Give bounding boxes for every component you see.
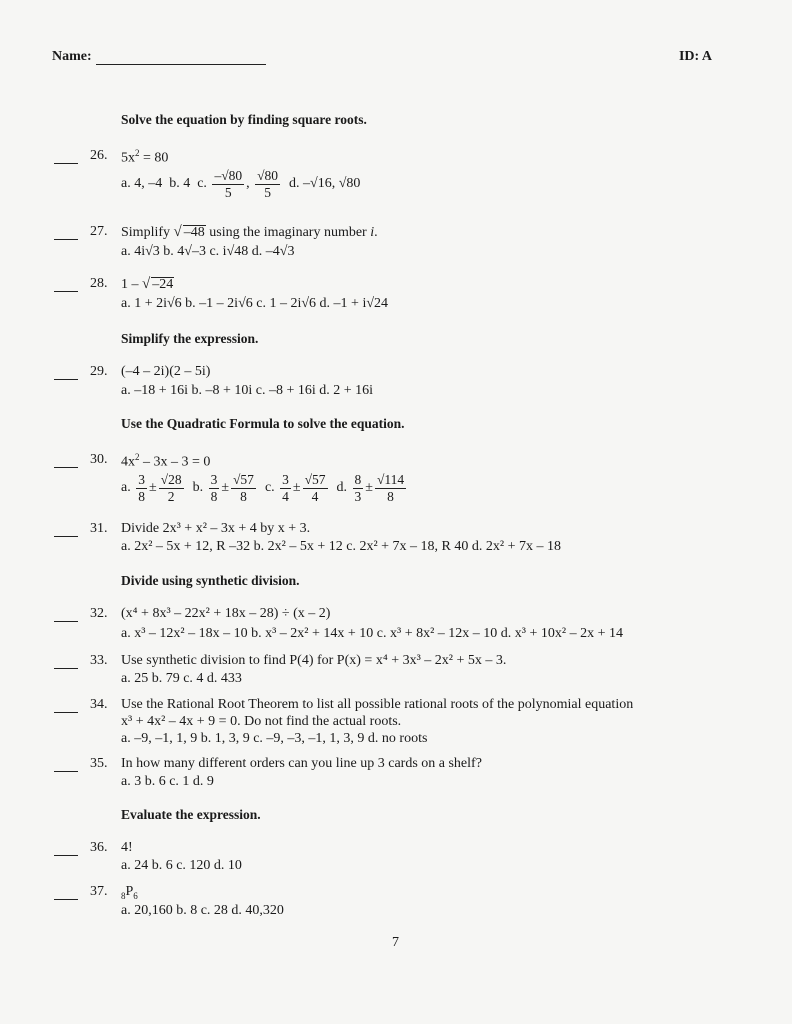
choice-c-fraction-1: $\frac{-√80}{5}$: [214, 168, 243, 200]
choice-d-frac-1: $\frac{8}{3}$: [354, 472, 362, 504]
answer-choices: a. 3 b. 6 c. 1 d. 9: [121, 774, 214, 789]
question-stem: Divide 2x³ + x² – 3x + 4 by x + 3.: [121, 521, 311, 536]
answer-choices: a. 20,160 b. 8 c. 28 d. 40,320: [121, 903, 284, 918]
answer-blank[interactable]: [54, 899, 78, 900]
choice-c-label: c.: [264, 480, 275, 496]
answer-blank[interactable]: [54, 536, 78, 537]
choice-c-frac-1: $\frac{3}{4}$: [282, 472, 289, 504]
perm-symbol: P: [125, 884, 134, 899]
answer-blank[interactable]: [54, 379, 78, 380]
question-stem: Use synthetic division to find P(4) for P(x) = x⁴ + 3x³ – 2x² + 5x – 3.: [121, 653, 507, 668]
answer-blank[interactable]: [54, 163, 78, 164]
name-blank-line[interactable]: [96, 64, 266, 65]
answer-blank[interactable]: [54, 712, 78, 713]
choice-c-frac-2: $\frac{√57}{4}$: [304, 472, 326, 504]
answer-blank[interactable]: [54, 855, 78, 856]
answer-choices: a. –9, –1, 1, 9 b. 1, 3, 9 c. –9, –3, –1, 1, 3, 9 d. no roots: [121, 731, 428, 746]
radicand: –24: [152, 277, 174, 292]
question-stem: $4x^2 - 3x - 3 = 0$: [121, 452, 211, 470]
question-number: 29.: [90, 364, 108, 379]
answer-blank[interactable]: [54, 239, 78, 240]
question-number: 30.: [90, 452, 108, 467]
page-number: 7: [392, 935, 399, 950]
answer-choices: a. 2x² – 5x + 12, R –32 b. 2x² – 5x + 12 c. 2x² + 7x – 18, R 40 d. 2x² + 7x – 18: [121, 539, 561, 554]
question-number: 26.: [90, 148, 108, 163]
question-stem-line-1: Use the Rational Root Theorem to list all possible rational roots of the polynomial equation: [121, 697, 634, 712]
answer-blank[interactable]: [54, 621, 78, 622]
choice-b: b. 4: [169, 176, 191, 192]
choice-b-label: b.: [192, 480, 204, 496]
perm-n: 8: [121, 890, 126, 901]
stem-text: 5x: [121, 150, 135, 166]
stem-rest: = 80: [139, 150, 169, 166]
question-number: 36.: [90, 840, 108, 855]
answer-choices: [121, 168, 360, 200]
answer-choices: a. 25 b. 79 c. 4 d. 433: [121, 671, 242, 686]
answer-blank[interactable]: [54, 291, 78, 292]
choice-d-frac-2: $\frac{√114}{8}$: [376, 472, 405, 504]
answer-blank[interactable]: [54, 467, 78, 468]
answer-choices: a. 1 + 2i√6 b. –1 – 2i√6 c. 1 – 2i√6 d. –1 + i√24: [121, 296, 389, 311]
choice-c-fraction-2: $\frac{√80}{5}$: [257, 168, 279, 200]
section-heading: Evaluate the expression.: [121, 807, 261, 822]
section-heading: Divide using synthetic division.: [121, 573, 300, 588]
choice-b-frac-1: $\frac{3}{8}$: [210, 472, 218, 504]
question-stem: [121, 148, 168, 167]
section-heading: Simplify the expression.: [121, 331, 259, 346]
perm-r: 6: [133, 890, 138, 901]
question-number: 34.: [90, 697, 108, 712]
question-stem: 4!: [121, 840, 133, 855]
question-stem: 1 – √ –24: [121, 276, 174, 292]
choice-a-frac-1: $\frac{3}{8}$: [138, 472, 145, 504]
question-number: 33.: [90, 653, 108, 668]
question-number: 27.: [90, 224, 108, 239]
answer-choices: a. 4i√3 b. 4√–3 c. i√48 d. –4√3: [121, 244, 295, 259]
answer-blank[interactable]: [54, 668, 78, 669]
answer-choices: a. $\frac{3}{8}$ ± $\frac{√28}{2}$ b. $\frac{3}{8}$ ± $\frac{√57}{8}$ c. $\frac{3}{4}$ ± $\frac{√57}{4}$ d. $\frac{8}{3}$ ± $\frac{√114}{8}$: [121, 472, 405, 504]
question-number: 32.: [90, 606, 108, 621]
question-number: 35.: [90, 756, 108, 771]
answer-choices: a. 24 b. 6 c. 120 d. 10: [121, 858, 242, 873]
section-heading: Use the Quadratic Formula to solve the equation.: [121, 416, 405, 431]
section-heading: Solve the equation by finding square roots.: [121, 112, 367, 127]
question-number: 37.: [90, 884, 108, 899]
choice-c-separator: ,: [246, 176, 250, 192]
id-label: ID: A: [678, 49, 712, 64]
answer-choices: a. –18 + 16i b. –8 + 10i c. –8 + 16i d. 2 + 16i: [121, 383, 374, 398]
question-stem: In how many different orders can you line up 3 cards on a shelf?: [121, 756, 482, 771]
name-label: Name:: [52, 49, 92, 64]
choice-a: a. 4, –4: [121, 176, 163, 192]
choice-d: d. –√16, √80: [289, 176, 361, 192]
question-stem: Simplify √ –48 using the imaginary number i.: [121, 224, 378, 240]
answer-blank[interactable]: [54, 771, 78, 772]
question-number: 28.: [90, 276, 108, 291]
choice-a-label: a.: [121, 480, 131, 496]
choice-d-label: d.: [336, 480, 348, 496]
question-stem: (–4 – 2i)(2 – 5i): [121, 364, 211, 379]
choice-c-label: c.: [197, 176, 207, 192]
question-stem-line-2: x³ + 4x² – 4x + 9 = 0. Do not find the actual roots.: [121, 714, 402, 729]
answer-choices: a. x³ – 12x² – 18x – 10 b. x³ – 2x² + 14x + 10 c. x³ + 8x² – 12x – 10 d. x³ + 10x² – 2x + 14: [121, 626, 623, 641]
stem-exponent: 2: [135, 148, 140, 158]
question-stem: [121, 884, 138, 901]
radicand: –48: [183, 225, 205, 240]
question-stem: (x⁴ + 8x³ – 22x² + 18x – 28) ÷ (x – 2): [121, 606, 331, 621]
choice-b-frac-2: $\frac{√57}{8}$: [233, 472, 254, 504]
question-number: 31.: [90, 521, 108, 536]
choice-a-frac-2: $\frac{√28}{2}$: [160, 472, 182, 504]
